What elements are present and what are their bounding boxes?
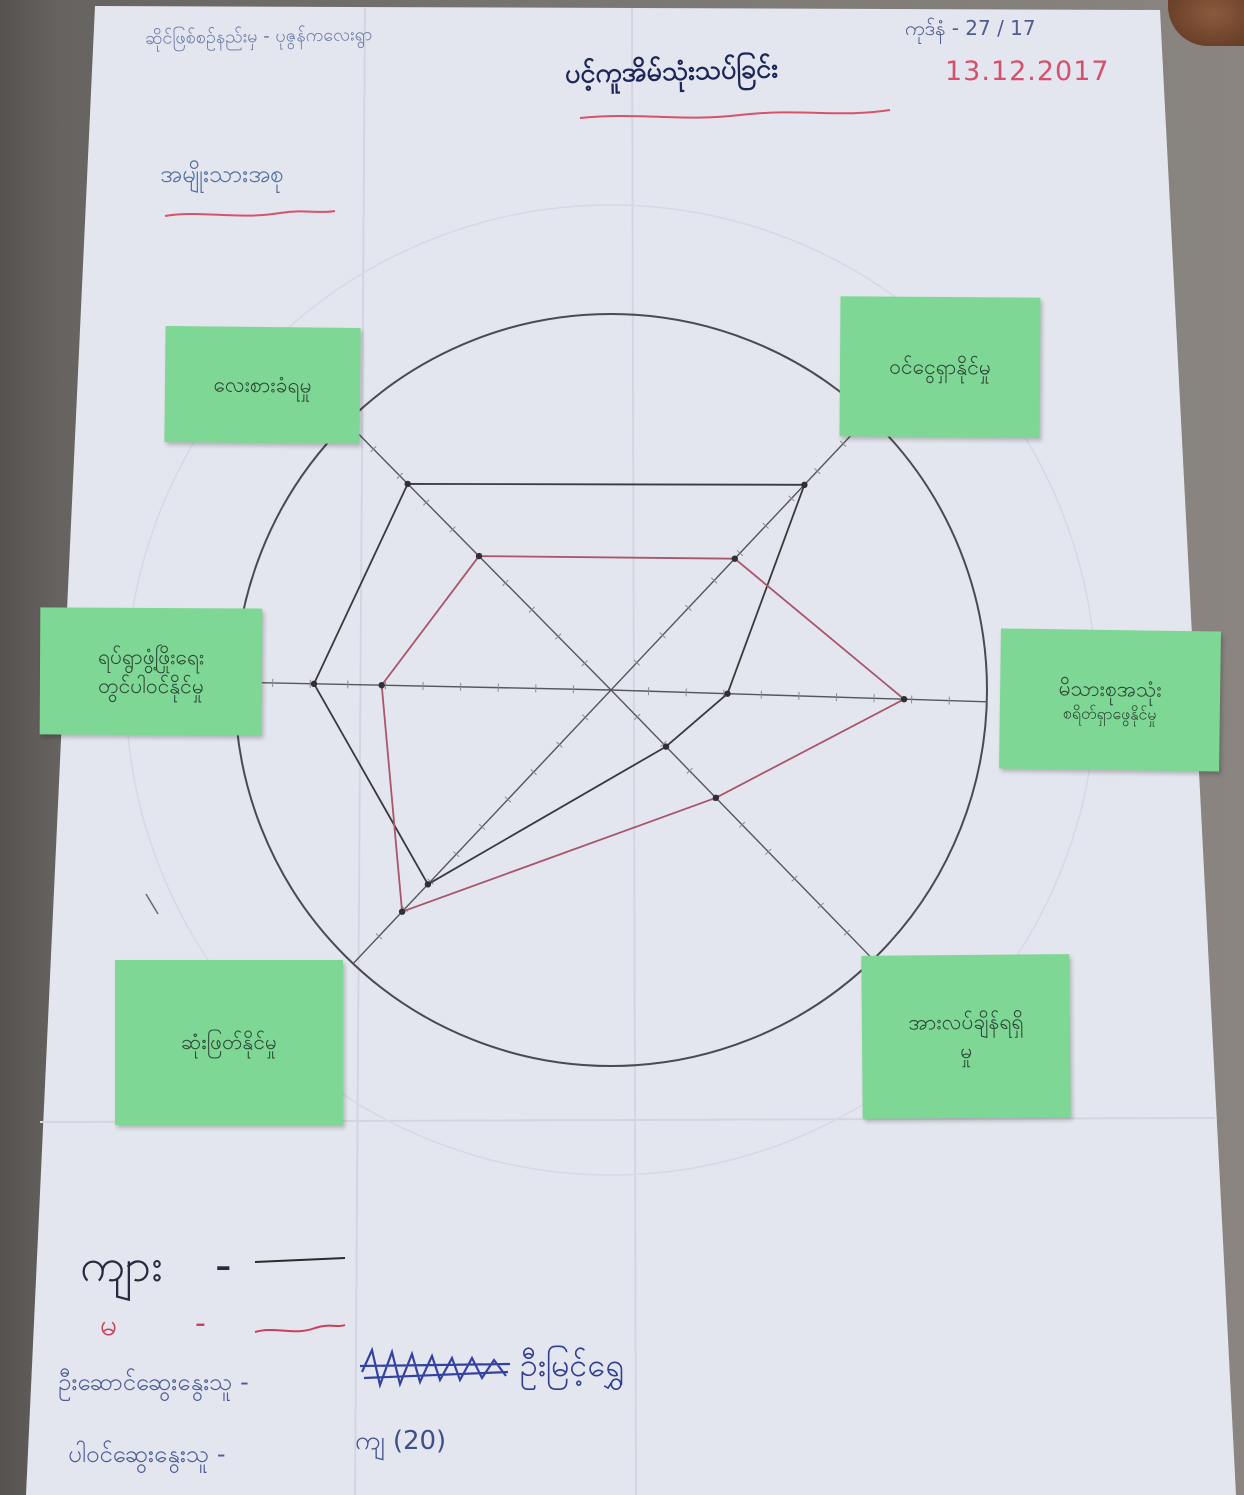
axis-label-line: စရိတ်ရှာဖွေနိုင်မှု (1062, 703, 1157, 725)
header-location: ဆိုင်ဖြစ်စဉ်နည်းမှ - ပုဇွန်ကလေးရွာ (144, 24, 373, 49)
group-subtitle: အမျိုးသားအစု (160, 160, 284, 188)
legend-male-label: ကျား (80, 1238, 163, 1292)
series-point (425, 881, 431, 887)
series-point (713, 795, 719, 801)
participants-label: ပါဝင်ဆွေးနွေးသူ - (68, 1440, 226, 1468)
participants-count: ကျ (20) (355, 1426, 447, 1456)
axis-label-line: အားလပ်ချိန်ရရှိ (908, 1009, 1024, 1035)
axis-card-income-earning (840, 296, 1041, 437)
series-point (379, 682, 385, 688)
legend-female-label: မ (100, 1308, 118, 1343)
series-point (476, 553, 482, 559)
legend-female-separator: - (195, 1306, 206, 1341)
series-point (399, 909, 405, 915)
series-point (405, 481, 411, 487)
axis-label-line: ဆုံးဖြတ်နိုင်မှု (180, 1030, 278, 1055)
facilitator-name: ဦးမြင့်ရွှေ (520, 1346, 624, 1384)
axis-card-community-participation (40, 607, 263, 735)
series-point (901, 696, 907, 702)
series-point (801, 482, 807, 488)
axis-label-line: လေးစားခံရမှု (213, 372, 312, 398)
axis-label-line: တွင်ပါဝင်နိုင်မှု (98, 673, 204, 698)
series-point (724, 691, 730, 697)
page-title: ပင့်ကူအိမ်သုံးသပ်ခြင်း (564, 53, 779, 90)
axis-card-family-expense (999, 628, 1221, 771)
axis-label-line: မိသားစုအသုံး (1058, 676, 1162, 702)
axis-card-leisure-time (861, 954, 1070, 1119)
facilitator-label: ဦးဆောင်ဆွေးနွေးသူ - (58, 1368, 249, 1396)
legend-male-separator: - (215, 1238, 232, 1292)
header-code: ကုဒ်နံ - 27 / 17 (905, 16, 1036, 40)
axis-label-line: မှု (960, 1038, 973, 1063)
series-point (311, 681, 317, 687)
series-point (732, 556, 738, 562)
axis-label-line: ရပ်ရွာဖွံ့ဖြိုးရေး (97, 644, 205, 670)
series-point (663, 743, 669, 749)
axis-label-line: ဝင်ငွေရှာနိုင်မှု (889, 354, 991, 380)
axis-card-decision-making (115, 960, 343, 1125)
header-date: 13.12.2017 (945, 56, 1110, 87)
axis-card-respect (164, 326, 360, 444)
